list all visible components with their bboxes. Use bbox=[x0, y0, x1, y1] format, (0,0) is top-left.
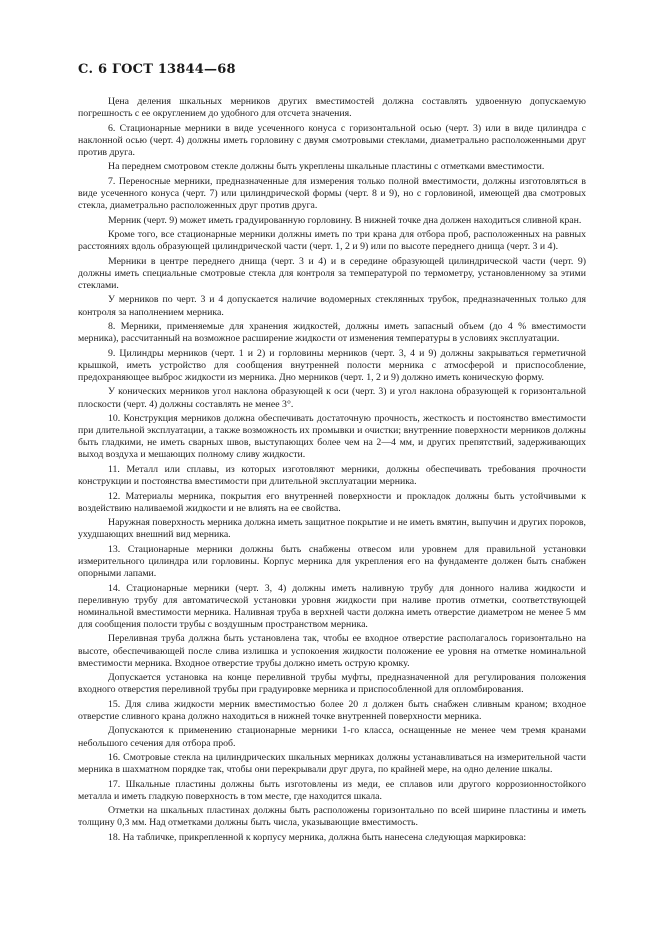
paragraph: 18. На табличке, прикрепленной к корпусу мерника, должна быть нанесена следующая маркировка: bbox=[108, 831, 527, 843]
paragraph: 7. Переносные мерники, предназначенные для измерения только полной вместимости, должны изготовляться в виде усеченного конуса (черт. 7) или цилиндрической формы (черт. 8 и 9), но с горловиной, имеющей два смотровых стекла, диаметрально расположенных друг против друга. bbox=[78, 175, 586, 212]
paragraph: Наружная поверхность мерника должна иметь защитное покрытие и не иметь вмятин, выпучин и других пороков, ухудшающих внешний вид мерника. bbox=[78, 517, 586, 541]
paragraph: 15. Для слива жидкости мерник вместимостью более 20 л должен быть снабжен сливным краном; входное отверстие сливного крана должно находиться в нижней точке внутренней поверхности мерника. bbox=[78, 698, 586, 722]
paragraph: Мерники в центре переднего днища (черт. 3 и 4) и в середине образующей цилиндрической части (черт. 9) должны иметь специальные смотровые стекла для контроля за температурой по термометру, установленному за этими стеклами. bbox=[78, 255, 586, 291]
paragraph: 9. Цилиндры мерников (черт. 1 и 2) и горловины мерников (черт. 3, 4 и 9) должны закрываться герметичной крышкой, иметь устройство для сообщения внутренней полости мерника с атмосферой и приспособление, предохраняющее выброс жидкости из мерника. Дно мерников (черт. 1, 2 и 9) должно иметь коническую форму. bbox=[78, 347, 586, 383]
paragraph: На переднем смотровом стекле должны быть укреплены шкальные пластины с отметками вместимости. bbox=[108, 161, 545, 173]
document-body bbox=[78, 96, 586, 846]
paragraph: Мерник (черт. 9) может иметь градуированную горловину. В нижней точке дна должен находиться сливной кран. bbox=[108, 214, 582, 226]
paragraph: 17. Шкальные пластины должны быть изготовлены из меди, ее сплавов или другого коррозионностойкого металла и иметь гладкую поверхность в том месте, где находится шкала. bbox=[78, 778, 586, 802]
paragraph: 8. Мерники, применяемые для хранения жидкостей, должны иметь запасный объем (до 4 % вместимости мерника), рассчитанный на возможное расширение жидкости от изменения температуры в условиях эксплуатации. bbox=[78, 321, 586, 345]
paragraph: У мерников по черт. 3 и 4 допускается наличие водомерных стеклянных трубок, предназначенных только для контроля за наполнением мерника. bbox=[78, 294, 586, 318]
paragraph: Цена деления шкальных мерников других вместимостей должна составлять удвоенную допускаемую погрешность с ее округлением до удобного для отсчета значения. bbox=[78, 96, 586, 120]
paragraph: 6. Стационарные мерники в виде усеченного конуса с горизонтальной осью (черт. 3) или в виде цилиндра с наклонной осью (черт. 4) должны иметь горловину с двумя смотровыми стеклами, диаметрально расположенными друг против друга. bbox=[78, 122, 586, 158]
paragraph: 10. Конструкция мерников должна обеспечивать достаточную прочность, жесткость и постоянство вместимости при длительной эксплуатации, а также возможность их промывки и очистки; внутренние поверхности мерников должны быть гладкими, не иметь сварных швов, выступающих более чем на 2—4 мм, и других препятствий, задерживающих выход воздуха и мешающих полному сливу жидкости. bbox=[78, 413, 586, 461]
paragraph: Переливная труба должна быть установлена так, чтобы ее входное отверстие располагалось горизонтально на высоте, обеспечивающей после слива излишка и успокоения жидкости положение ее уровня на отметке номинальной вместимости мерника. Входное отверстие трубы должно иметь острую кромку. bbox=[78, 633, 586, 669]
paragraph: 11. Металл или сплавы, из которых изготовляют мерники, должны обеспечивать требования прочности конструкции и постоянства вместимости при длительной эксплуатации мерника. bbox=[78, 463, 586, 488]
paragraph: Допускаются к применению стационарные мерники 1-го класса, оснащенные не менее чем тремя кранами небольшого сечения для отбора проб. bbox=[78, 725, 586, 749]
paragraph: Кроме того, все стационарные мерники должны иметь по три крана для отбора проб, расположенных на равных расстояниях вдоль образующей цилиндрической части (черт. 1, 2 и 9) или по высоте переднего днища (черт. 3 и 4). bbox=[78, 229, 586, 253]
paragraph: Допускается установка на конце переливной трубы муфты, предназначенной для регулирования положения входного отверстия переливной трубы при градуировке мерника и приспособленной для опломбирования. bbox=[78, 672, 586, 696]
paragraph: 13. Стационарные мерники должны быть снабжены отвесом или уровнем для правильной установки измерительного цилиндра или горловины. Корпус мерника для укрепления его на фундаменте должен быть снабжен опорными лапами. bbox=[78, 543, 586, 580]
page-header: С. 6 ГОСТ 13844—68 bbox=[78, 62, 236, 77]
paragraph: Отметки на шкальных пластинах должны быть расположены горизонтально по всей ширине пластины и иметь толщину 0,3 мм. Над отметками должны быть числа, указывающие вместимость. bbox=[78, 805, 586, 829]
paragraph: 16. Смотровые стекла на цилиндрических шкальных мерниках должны устанавливаться на измерительной части мерника в шахматном порядке так, чтобы они перекрывали друг друга, по крайней мере, на одно деление шкалы. bbox=[78, 752, 586, 776]
paragraph: 14. Стационарные мерники (черт. 3, 4) должны иметь наливную трубу для донного налива жидкости и переливную трубу для автоматической установки уровня жидкости при наливе против отметки, соответствующей номинальной вместимости мерника. Наливная труба в верхней части должна иметь отверстие диаметром не менее 5 мм для сообщения полости трубы с воздушным пространством мерника. bbox=[78, 582, 586, 630]
paragraph: У конических мерников угол наклона образующей к оси (черт. 3) и угол наклона образующей к горизонтальной плоскости (черт. 4) должны составлять не менее 3°. bbox=[78, 386, 586, 410]
paragraph: 12. Материалы мерника, покрытия его внутренней поверхности и прокладок должны быть устойчивыми к воздействию наливаемой жидкости и не влиять на ее свойства. bbox=[78, 490, 586, 514]
